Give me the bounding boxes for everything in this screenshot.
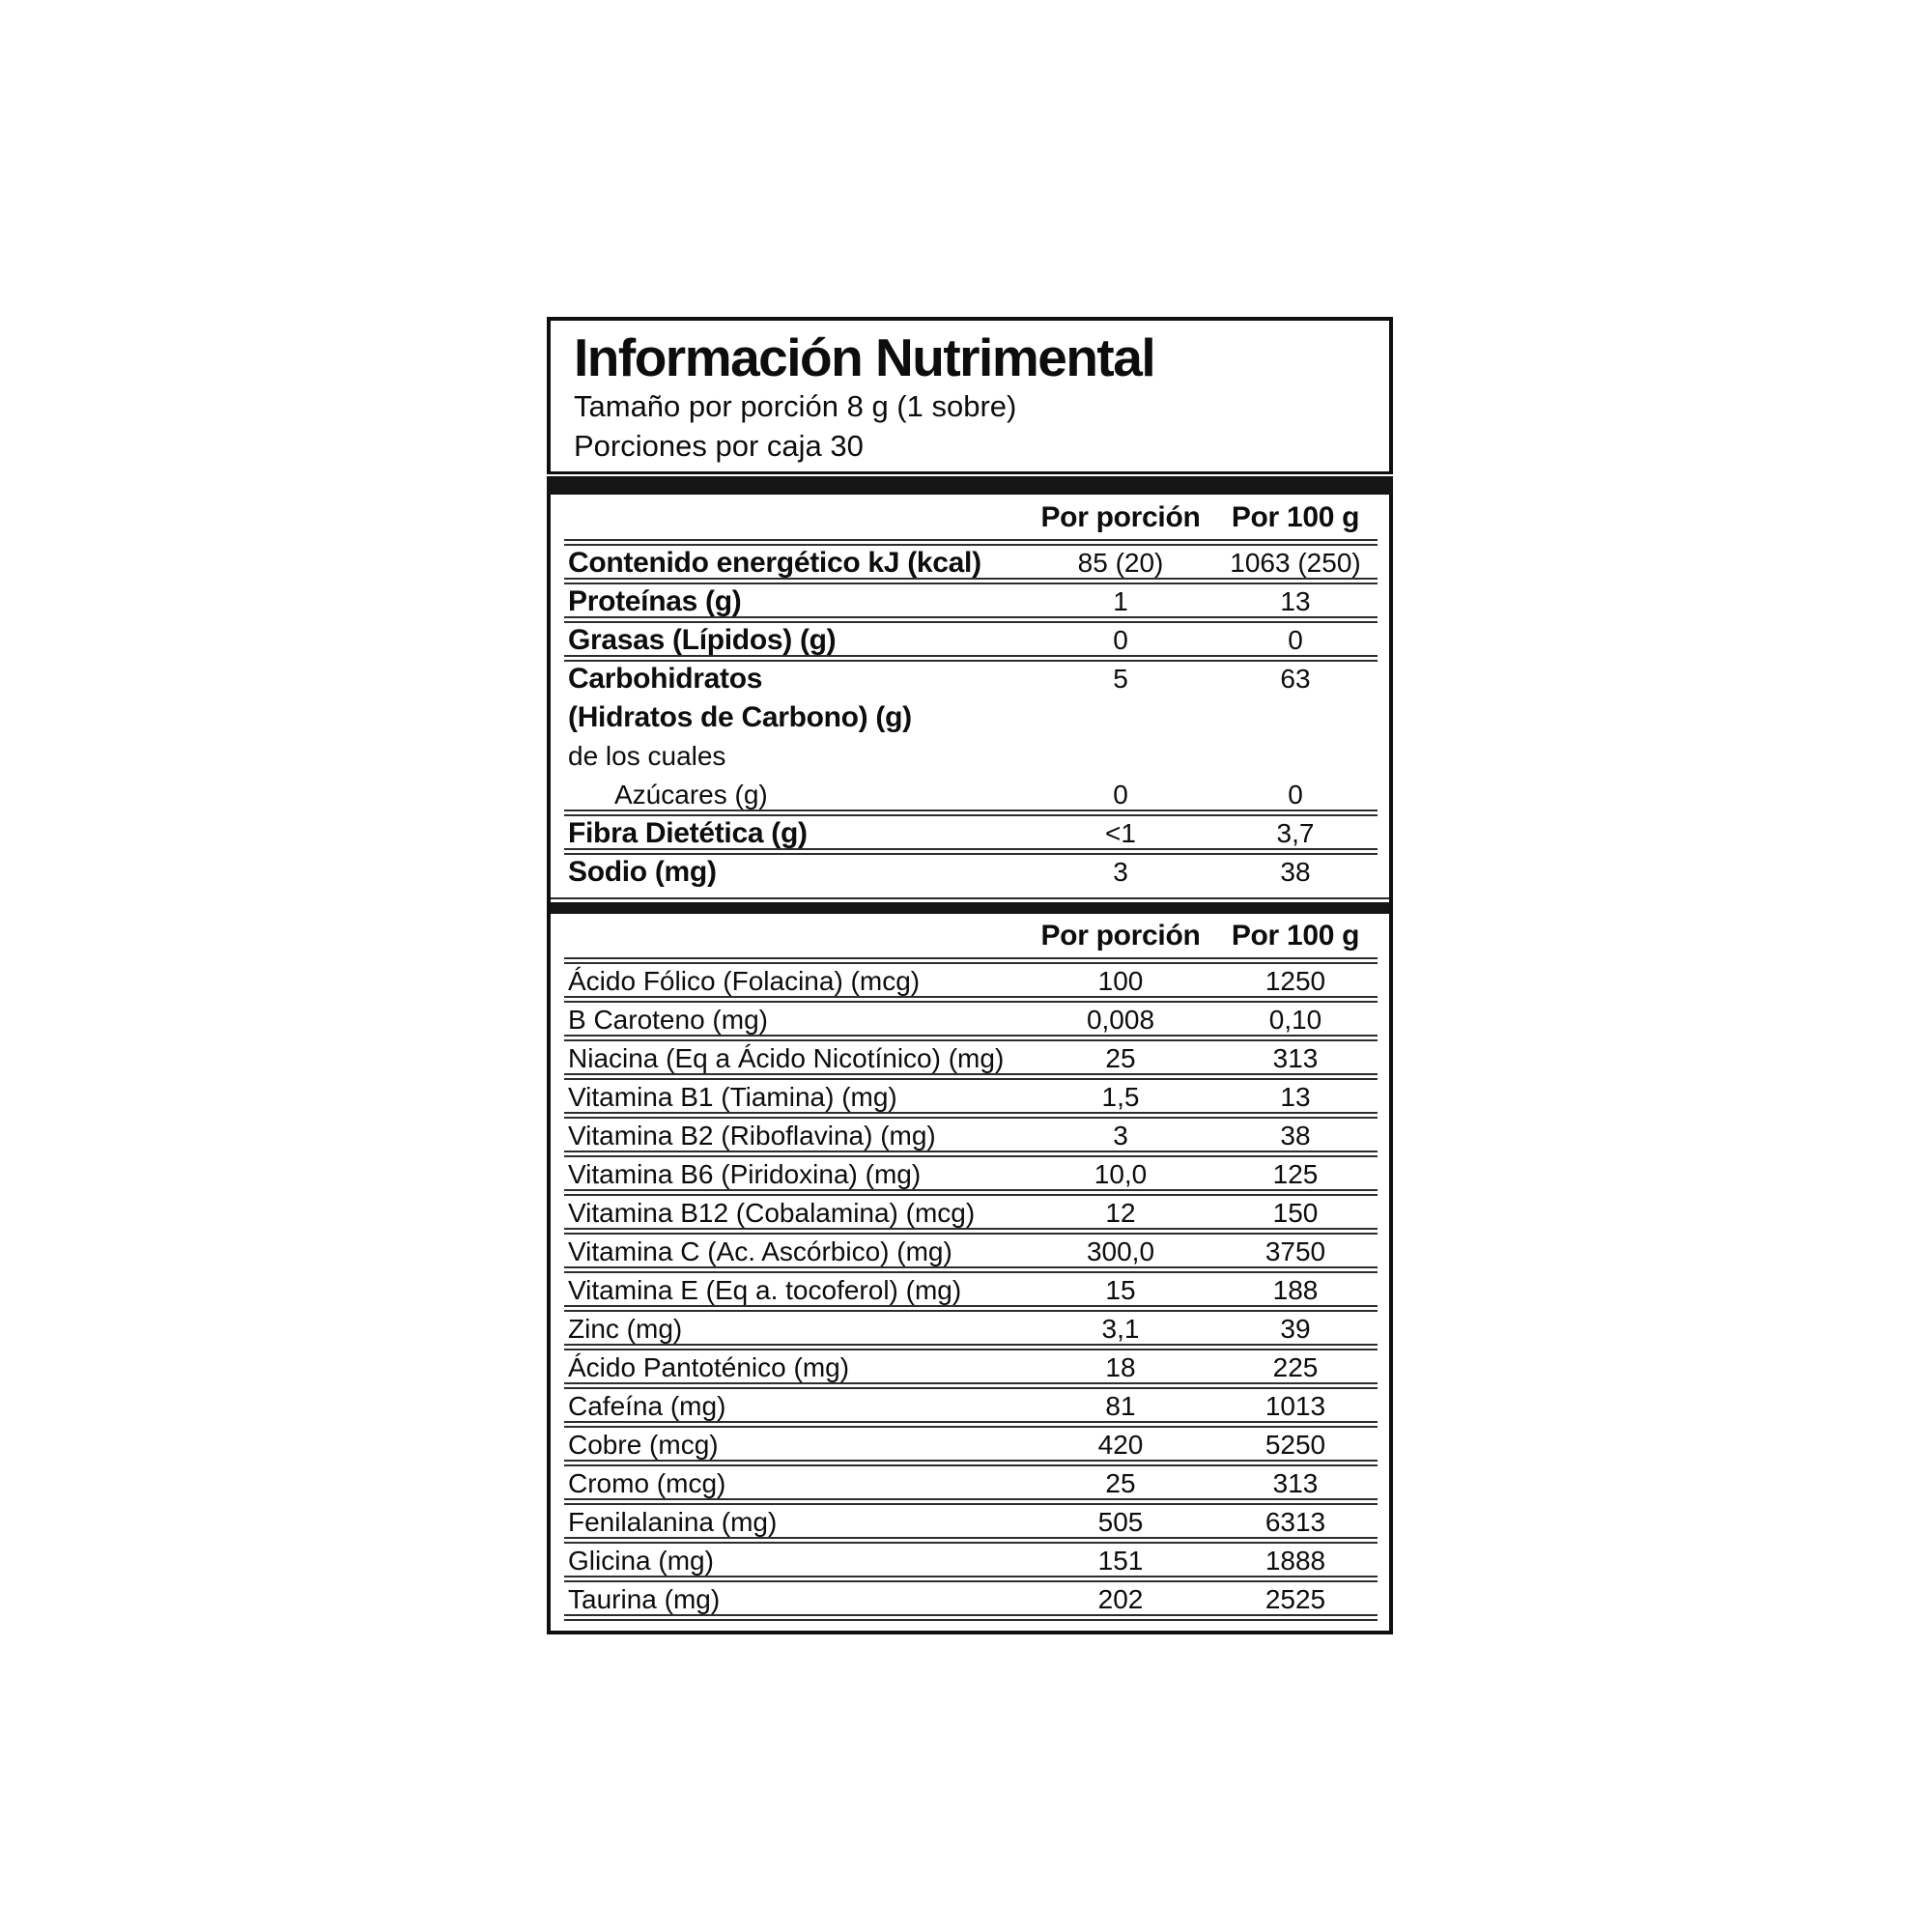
table-row bbox=[551, 1507, 1389, 1535]
row-value-per-serving: 10,0 bbox=[1094, 1159, 1148, 1189]
label-header-box bbox=[547, 317, 1393, 474]
table-row bbox=[551, 702, 1389, 741]
row-value-per-100g: 188 bbox=[1272, 1275, 1319, 1305]
row-label: Vitamina C (Ac. Ascórbico) (mg) bbox=[568, 1236, 952, 1266]
section-bar-top bbox=[547, 476, 1393, 495]
row-value-per-serving: 18 bbox=[1105, 1352, 1136, 1382]
table-row bbox=[551, 1391, 1389, 1419]
table-row bbox=[551, 1546, 1389, 1574]
row-value-per-serving: 0 bbox=[1113, 780, 1128, 810]
row-label: Vitamina E (Eq a. tocoferol) (mg) bbox=[568, 1275, 962, 1305]
row-label: Grasas (Lípidos) (g) bbox=[568, 624, 837, 656]
table-row bbox=[551, 547, 1389, 579]
table-row bbox=[551, 1082, 1389, 1110]
column-header-per-serving: Por porción bbox=[1040, 920, 1201, 952]
row-label: Zinc (mg) bbox=[568, 1314, 683, 1344]
row-label: de los cuales bbox=[568, 741, 726, 771]
table-row bbox=[551, 1005, 1389, 1033]
row-value-per-serving: 3,1 bbox=[1101, 1314, 1140, 1344]
row-separator bbox=[564, 1537, 1378, 1544]
table-row bbox=[551, 664, 1389, 702]
table-row bbox=[551, 966, 1389, 994]
row-separator bbox=[564, 1305, 1378, 1312]
column-header-row-micros bbox=[551, 919, 1389, 955]
row-value-per-serving: 505 bbox=[1097, 1507, 1144, 1537]
row-label: Vitamina B1 (Tiamina) (mg) bbox=[568, 1082, 897, 1112]
row-value-per-serving: 100 bbox=[1097, 966, 1144, 996]
row-label: Vitamina B6 (Piridoxina) (mg) bbox=[568, 1159, 922, 1189]
row-value-per-serving: 3 bbox=[1113, 1121, 1128, 1151]
row-value-per-serving: 420 bbox=[1097, 1430, 1144, 1460]
row-value-per-serving: 300,0 bbox=[1086, 1236, 1155, 1266]
row-label: Carbohidratos bbox=[568, 663, 763, 695]
row-value-per-serving: 85 (20) bbox=[1077, 548, 1164, 578]
row-label: (Hidratos de Carbono) (g) bbox=[568, 701, 912, 733]
table-row bbox=[551, 1430, 1389, 1458]
row-value-per-serving: 0 bbox=[1113, 625, 1128, 655]
row-value-per-serving: 3 bbox=[1113, 857, 1128, 887]
table-row bbox=[551, 624, 1389, 656]
row-separator bbox=[564, 1421, 1378, 1428]
row-value-per-100g: 1250 bbox=[1264, 966, 1326, 996]
row-value-per-serving: 81 bbox=[1105, 1391, 1136, 1421]
table-row bbox=[551, 1584, 1389, 1612]
row-label: Cromo (mcg) bbox=[568, 1468, 726, 1498]
column-header-per-serving: Por porción bbox=[1040, 501, 1201, 533]
table-row bbox=[551, 1468, 1389, 1496]
row-value-per-100g: 313 bbox=[1272, 1043, 1319, 1073]
table-row bbox=[551, 1236, 1389, 1264]
row-separator bbox=[564, 1228, 1378, 1235]
row-value-per-100g: 225 bbox=[1272, 1352, 1319, 1382]
column-header-per-100g: Por 100 g bbox=[1231, 501, 1360, 533]
row-label: Cafeína (mg) bbox=[568, 1391, 726, 1421]
row-value-per-100g: 5250 bbox=[1264, 1430, 1326, 1460]
row-value-per-serving: 12 bbox=[1105, 1198, 1136, 1228]
row-value-per-100g: 1063 (250) bbox=[1230, 548, 1361, 578]
micros-rows bbox=[551, 966, 1389, 1621]
table-row bbox=[551, 780, 1389, 808]
page-title: Información Nutrimental bbox=[574, 327, 1155, 387]
row-value-per-serving: 0,008 bbox=[1086, 1005, 1155, 1035]
row-separator bbox=[564, 810, 1378, 816]
row-value-per-100g: 2525 bbox=[1264, 1584, 1326, 1614]
row-value-per-100g: 0,10 bbox=[1268, 1005, 1322, 1035]
table-row bbox=[551, 741, 1389, 780]
row-value-per-100g: 125 bbox=[1272, 1159, 1319, 1189]
row-label: Fibra Dietética (g) bbox=[568, 817, 808, 849]
row-value-per-100g: 3,7 bbox=[1276, 818, 1315, 848]
servings-per-box-text: Porciones por caja 30 bbox=[574, 429, 864, 463]
table-row bbox=[551, 857, 1389, 895]
row-separator bbox=[564, 1112, 1378, 1119]
table-row bbox=[551, 1352, 1389, 1380]
row-value-per-100g: 63 bbox=[1280, 664, 1311, 694]
row-label: Proteínas (g) bbox=[568, 585, 742, 617]
row-value-per-serving: 202 bbox=[1097, 1584, 1144, 1614]
row-value-per-100g: 39 bbox=[1280, 1314, 1311, 1344]
row-label: Sodio (mg) bbox=[568, 856, 717, 888]
row-value-per-100g: 3750 bbox=[1264, 1236, 1326, 1266]
row-value-per-100g: 13 bbox=[1280, 586, 1311, 616]
macros-rows bbox=[551, 548, 1389, 895]
table-row bbox=[551, 585, 1389, 617]
row-separator bbox=[564, 1035, 1378, 1041]
row-value-per-serving: 15 bbox=[1105, 1275, 1136, 1305]
row-separator bbox=[564, 616, 1378, 623]
table-row bbox=[551, 1198, 1389, 1226]
column-header-per-100g: Por 100 g bbox=[1231, 920, 1360, 952]
row-label: Taurina (mg) bbox=[568, 1584, 721, 1614]
row-value-per-100g: 38 bbox=[1280, 1121, 1311, 1151]
row-separator bbox=[564, 1151, 1378, 1157]
table-row bbox=[551, 1275, 1389, 1303]
nutrition-label bbox=[547, 317, 1393, 1634]
row-separator bbox=[564, 578, 1378, 584]
row-separator bbox=[564, 1344, 1378, 1350]
table-row bbox=[551, 817, 1389, 849]
row-value-per-100g: 1888 bbox=[1264, 1546, 1326, 1576]
row-value-per-serving: 1 bbox=[1113, 586, 1128, 616]
row-separator bbox=[564, 1614, 1378, 1621]
row-separator bbox=[564, 539, 1378, 546]
section-divider bbox=[551, 897, 1389, 914]
table-row bbox=[551, 1314, 1389, 1342]
row-separator bbox=[564, 1266, 1378, 1273]
row-separator bbox=[564, 1189, 1378, 1196]
row-value-per-serving: 1,5 bbox=[1101, 1082, 1140, 1112]
row-separator bbox=[564, 1382, 1378, 1389]
table-row bbox=[551, 1121, 1389, 1149]
row-separator bbox=[564, 957, 1378, 964]
column-header-row-macros bbox=[551, 500, 1389, 537]
row-value-per-serving: 5 bbox=[1113, 664, 1128, 694]
row-separator bbox=[564, 1460, 1378, 1466]
row-value-per-100g: 313 bbox=[1272, 1468, 1319, 1498]
row-label: Fenilalanina (mg) bbox=[568, 1507, 778, 1537]
row-value-per-serving: 25 bbox=[1105, 1043, 1136, 1073]
row-value-per-serving: <1 bbox=[1105, 818, 1136, 848]
section-bar-middle bbox=[551, 902, 1389, 914]
table-row bbox=[551, 1043, 1389, 1071]
row-separator bbox=[564, 655, 1378, 662]
row-value-per-100g: 38 bbox=[1280, 857, 1311, 887]
row-value-per-100g: 0 bbox=[1288, 625, 1303, 655]
row-label: Vitamina B12 (Cobalamina) (mcg) bbox=[568, 1198, 976, 1228]
row-value-per-100g: 150 bbox=[1272, 1198, 1319, 1228]
bottom-padding bbox=[551, 1623, 1389, 1625]
table-row bbox=[551, 1159, 1389, 1187]
row-label: Glicina (mg) bbox=[568, 1546, 714, 1576]
row-label: Niacina (Eq a Ácido Nicotínico) (mg) bbox=[568, 1043, 1005, 1073]
serving-size-text: Tamaño por porción 8 g (1 sobre) bbox=[574, 389, 1017, 423]
row-label: Azúcares (g) bbox=[614, 780, 768, 810]
row-value-per-100g: 6313 bbox=[1264, 1507, 1326, 1537]
row-separator bbox=[564, 1073, 1378, 1080]
row-separator bbox=[564, 848, 1378, 855]
nutrition-table bbox=[547, 495, 1393, 1634]
row-label: Ácido Pantoténico (mg) bbox=[568, 1352, 850, 1382]
row-value-per-100g: 0 bbox=[1288, 780, 1303, 810]
row-separator bbox=[564, 1576, 1378, 1582]
row-value-per-serving: 25 bbox=[1105, 1468, 1136, 1498]
row-separator bbox=[564, 1498, 1378, 1505]
row-label: Ácido Fólico (Folacina) (mcg) bbox=[568, 966, 921, 996]
row-label: Vitamina B2 (Riboflavina) (mg) bbox=[568, 1121, 936, 1151]
row-label: Contenido energético kJ (kcal) bbox=[568, 547, 981, 579]
row-value-per-100g: 1013 bbox=[1264, 1391, 1326, 1421]
row-value-per-serving: 151 bbox=[1097, 1546, 1144, 1576]
row-value-per-100g: 13 bbox=[1280, 1082, 1311, 1112]
row-label: B Caroteno (mg) bbox=[568, 1005, 768, 1035]
row-separator bbox=[564, 996, 1378, 1003]
row-label: Cobre (mcg) bbox=[568, 1430, 719, 1460]
